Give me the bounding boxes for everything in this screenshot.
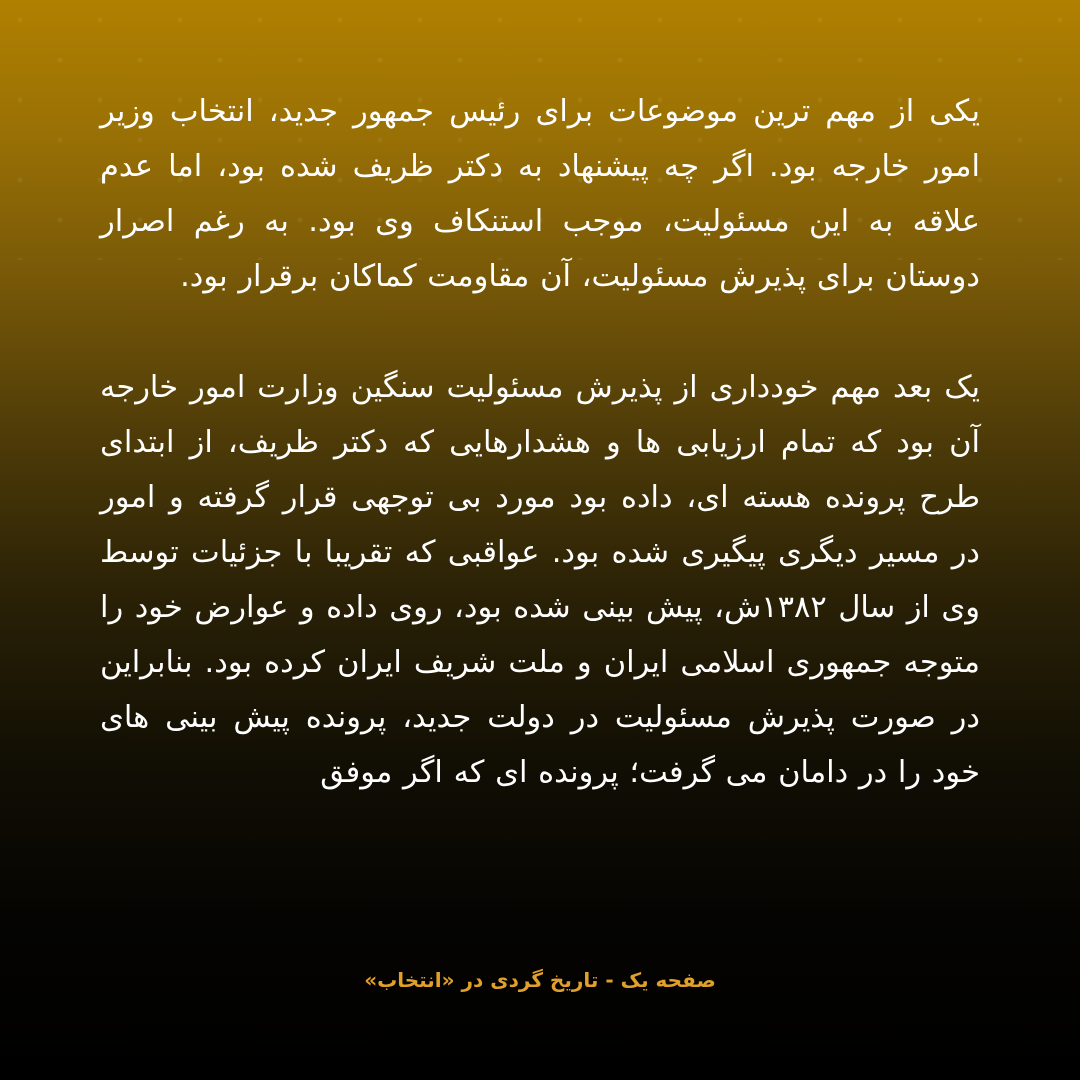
paragraph-2: یک بعد مهم خودداری از پذیرش مسئولیت سنگین وزارت امور خارجه آن بود که تمام ارزیابی ها و هشدارهایی که دکتر ظریف، از ابتدای طرح پرونده هسته ای، داده بود مورد بی توجهی قرار گرفته و امور در مسیر دیگری پیگیری شده بود. عواقبی که تقریبا با جزئیات توسط وی از سال ۱۳۸۲ش، پیش بینی شده بود، روی داده و عوارض خود را متوجه جمهوری اسلامی ایران و ملت شریف ایران کرده بود. بنابراین در صورت پذیرش مسئولیت در دولت جدید، پرونده پیش بینی های خود را در دامان می گرفت؛ پرونده ای که اگر موفق <box>100 370 980 790</box>
paragraph-1: یکی از مهم ترین موضوعات برای رئیس جمهور جدید، انتخاب وزیر امور خارجه بود. اگر چه پیشنهاد به دکتر ظریف شده بود، اما عدم علاقه به این مسئولیت، موجب استنکاف وی بود. به رغم اصرار دوستان برای پذیرش مسئولیت، آن مقاومت کماکان برقرار بود. <box>100 94 980 294</box>
page-caption: صفحه یک - تاریخ گردی در «انتخاب» <box>364 968 716 992</box>
article-body <box>100 84 980 800</box>
